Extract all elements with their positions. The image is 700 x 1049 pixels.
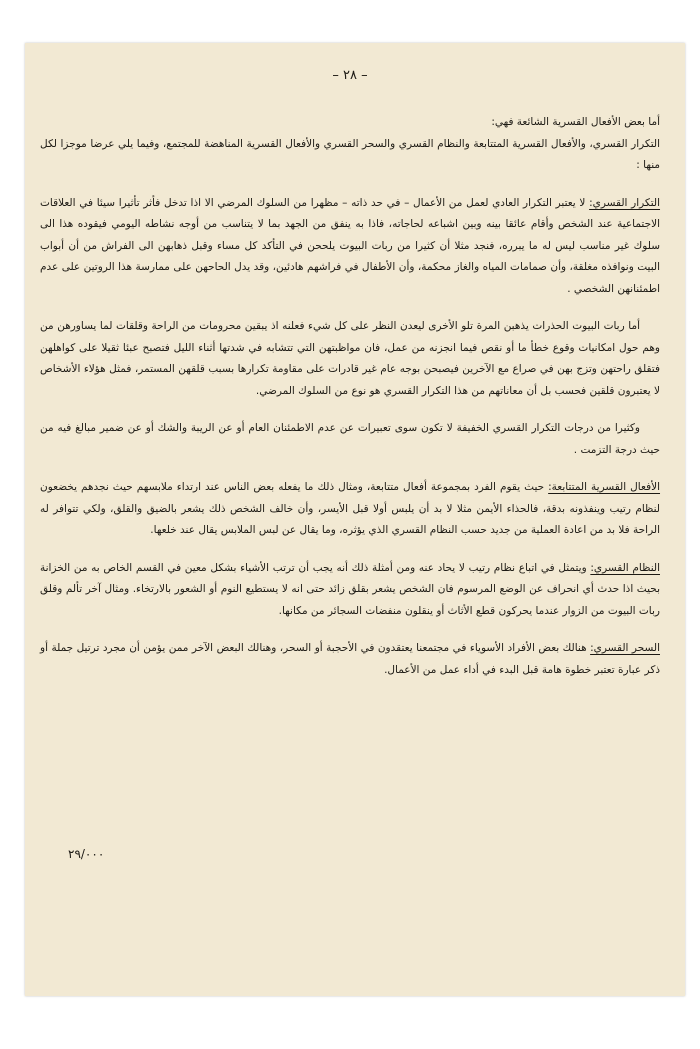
section-term: السحر القسري: (590, 642, 660, 654)
section-term: التكرار القسري: (589, 196, 661, 209)
intro-line-2: التكرار القسري، والأفعال القسرية المتتابعة والنظام القسري والسحر القسري والأفعال القسرية المناهضة للمجتمع، وفيما يلي عرضا موجزا لكل منها : (40, 137, 660, 171)
section-text: ويتمثل في اتباع نظام رتيب لا يحاد عنه ومن أمثلة ذلك أنه يجب أن ترتب الأشياء بشكل معين في القسم الخاص به من الخزانة بحيث اذا حدث أي انحراف عن الوضع المرسوم فان الشخص يشعر بقلق زائد حتى انه لا يستطيع النوم أو الشعور بالارتخاء. ومثال آخر تألم وقلق ربات البيوت من الزوار عندما يحركون قطع الأثاث أو ينقلون منفضات السجائر من مكانها. (40, 561, 660, 617)
section-text: أما ربات البيوت الحذرات يذهبن المرة تلو الأخرى ليعدن النظر على كل شيء فعلنه اذ يبقين محرومات من الراحة وقلقات لما يساورهن من وهم حول امكانيات وقوع خطأ ما أو نقص فيما انجزنه من عمل، فان مواظبتهن التي تتشابه في شدتها أثناء الليل فتصبح عبئا ثقيلا على كواهلهن فتقلق راحتهن وتزج بهن في صراع مع الآخرين فيصبحن بوجه عام غير قادرات على مقاومة تكرارها بسبب قلقهن المستمر، فمثل هؤلاء الأشخاص لا يعتبرون قلقين فحسب بل أن معاناتهم من هذا التكرار القسري هو نوع من السلوك المرضي. (40, 320, 660, 397)
section-compulsive-repetition (40, 193, 660, 301)
paragraph-mild-degrees (40, 418, 660, 461)
paragraph-housewives (40, 316, 660, 402)
section-text: وكثيرا من درجات التكرار القسري الخفيفة لا تكون سوى تعبيرات عن عدم الاطمئنان العام أو عن الريبة والشك أو عن ضمير مبالغ فيه من حيث درجة التزمت . (40, 422, 660, 456)
section-term: النظام القسري: (590, 561, 660, 574)
section-text: هنالك بعض الأفراد الأسوياء في مجتمعنا يعتقدون في الأحجبة أو السحر، وهنالك البعض الآخر ممن يؤمن أن مجرد ترتيل جملة أو ذكر عبارة تعتبر خطوة هامة قبل البدء في أداء عمل من الأعمال. (40, 642, 660, 676)
section-compulsive-order (40, 558, 660, 623)
footer-reference-code: ٢٩/٠٠٠ (68, 847, 105, 861)
section-compulsive-magic (40, 638, 660, 681)
intro-line-1: أما بعض الأفعال القسرية الشائعة فهي: (491, 116, 660, 128)
section-text: لا يعتبر التكرار العادي لعمل من الأعمال – في حد ذاته – مظهرا من السلوك المرضي الا اذا تدخل فأثر تأثيرا سيئا في العلاقات الاجتماعية عند الشخص وأقام عائقا بينه وبين اشباعه لحاجاته، فاذا به ينفق من الجهد بما لا يتناسب من أوجه نشاطه اليومي فيقوده هذا الى سلوك غير مناسب ليس له ما يبرره، فنجد مثلا أن كثيرا من ربات البيوت يلححن في التأكد كل مساء وقبل ذهابهن الى الفراش من أن أبواب البيت ونوافذه مغلقة، وأن صمامات المياه والغاز محكمة، وأن الأطفال في فراشهم هادئين، وقد يدل الحاحهن على ممارسة هذا الروتين على عدم اطمئنانهن الشخصي . (40, 196, 660, 295)
page-number: – ٢٨ – (332, 68, 368, 83)
document-body (40, 112, 660, 697)
section-text: حيث يقوم الفرد بمجموعة أفعال متتابعة، ومثال ذلك ما يفعله بعض الناس عند ارتداء ملابسهم حيث نجدهم يخضعون لنظام رتيب وينفذونه بدقة، فالحذاء الأيمن مثلا لا بد أن يلبس أولا قبل الأيسر، وأن خالف الشخص ذلك يشعر بالضيق والقلق، ولكي تتوافر له الراحة فلا بد من اعادة العملية من جديد حسب النظام القسري الذي يؤثره، وما يقال عن لبس الملابس يقال عند خلعها. (40, 481, 660, 536)
section-sequential-acts (40, 477, 660, 542)
section-term: الأفعال القسرية المتتابعة: (548, 481, 661, 493)
